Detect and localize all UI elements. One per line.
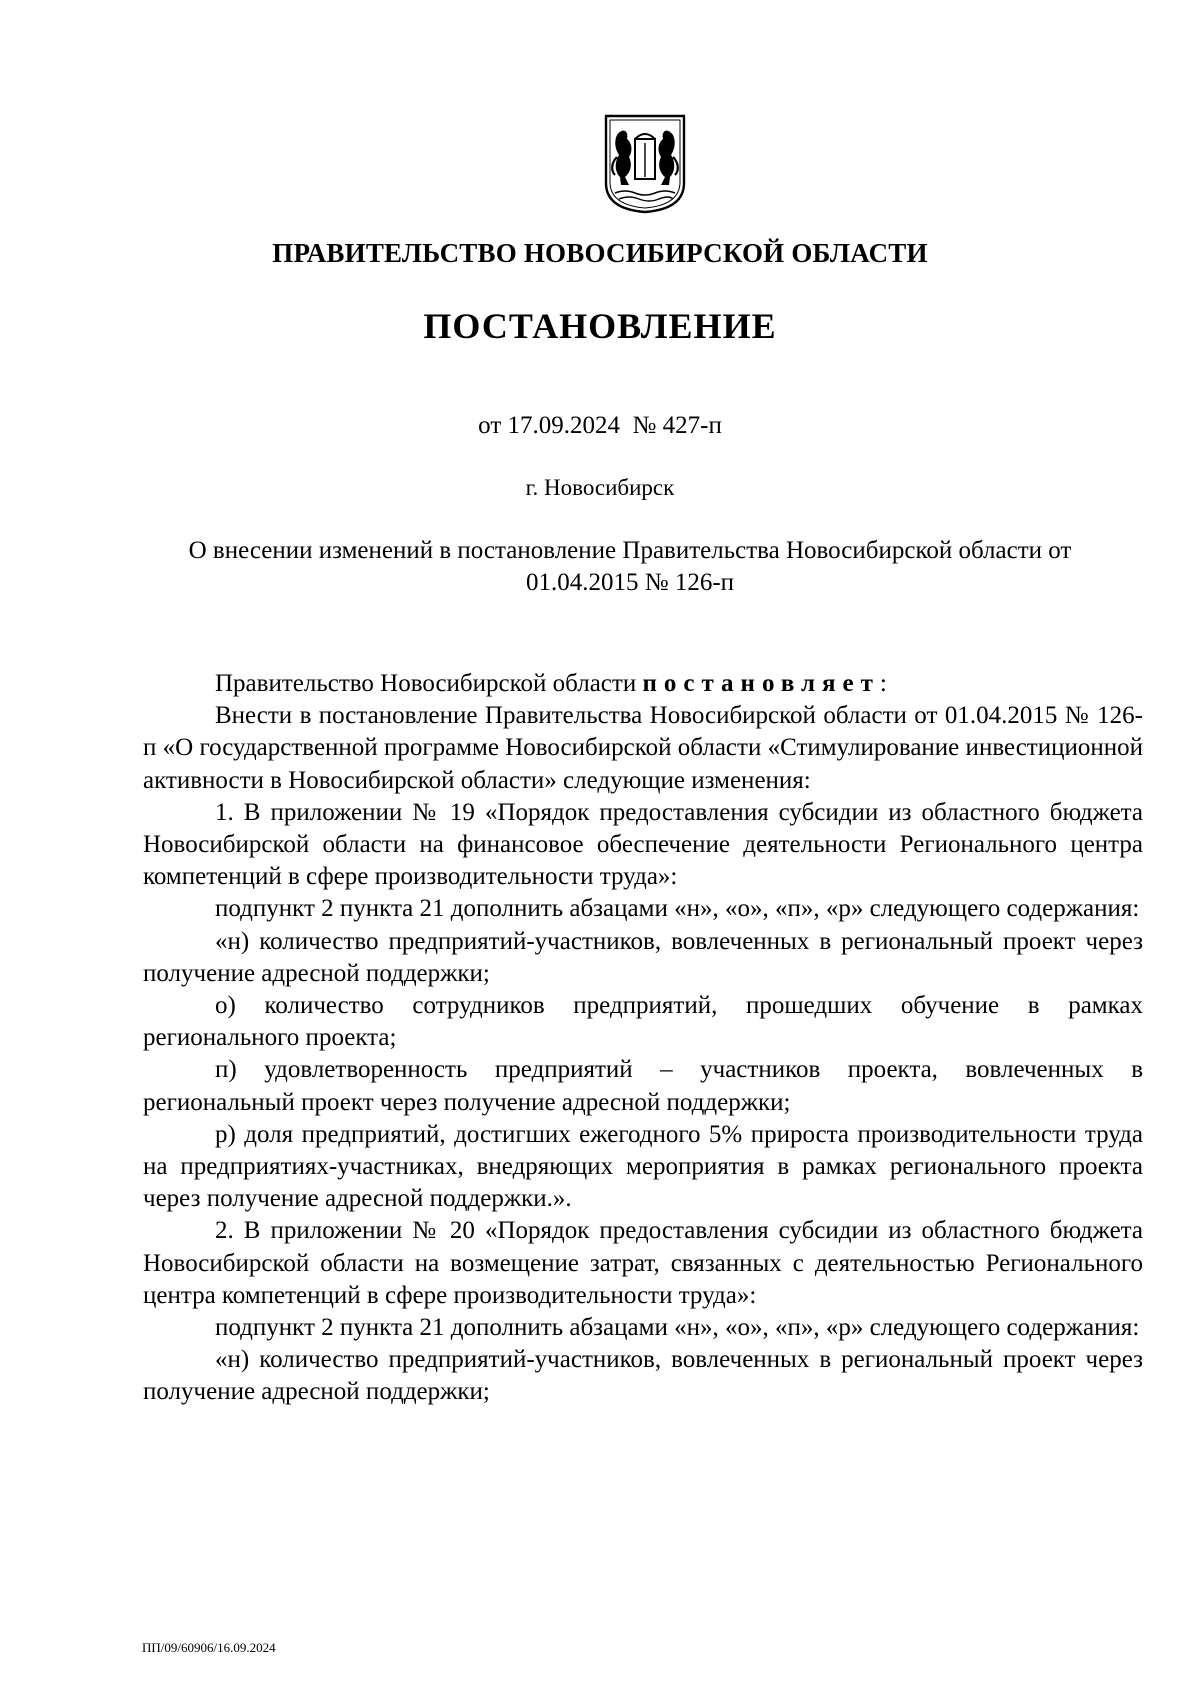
government-name: ПРАВИТЕЛЬСТВО НОВОСИБИРСКОЙ ОБЛАСТИ — [272, 238, 928, 268]
body-paragraph: 1. В приложении № 19 «Порядок предоставления субсидии из областного бюджета Новосибирской области на финансовое обеспечение деятельности Регионального центра компетенций в сфере производительности труда»: — [143, 798, 1143, 891]
body-paragraph: 2. В приложении № 20 «Порядок предоставления субсидии из областного бюджета Новосибирской области на возмещение затрат, связанных с деятельностью Регионального центра компетенций в сфере производительности труда»: — [143, 1217, 1143, 1309]
intro-suffix: : — [879, 670, 887, 697]
body-paragraph: о) количество сотрудников предприятий, прошедших обучение в рамках регионального проекта; — [143, 992, 1143, 1052]
document-city: г. Новосибирск — [525, 475, 675, 500]
intro-decree-word: постановляет — [642, 670, 880, 697]
body-paragraph: «н) количество предприятий-участников, вовлеченных в региональный проект через получение адресной поддержки; — [143, 1346, 1143, 1406]
document-subject: О внесении изменений в постановление Правительства Новосибирской области от 01.04.2015 № 126-п — [188, 537, 1072, 596]
document-type: ПОСТАНОВЛЕНИЕ — [423, 306, 777, 346]
body-paragraph: «н) количество предприятий-участников, вовлеченных в региональный проект через получение адресной поддержки; — [143, 927, 1143, 987]
body-paragraph: Внести в постановление Правительства Новосибирской области от 01.04.2015 № 126-п «О государственной программе Новосибирской области «Стимулирование инвестиционной активности в Новосибирской области» следующие изменения: — [143, 702, 1143, 794]
coat-of-arms-icon — [603, 113, 687, 214]
body-paragraph: п) удовлетворенность предприятий – участников проекта, вовлеченных в региональный проект через получение адресной поддержки; — [143, 1056, 1143, 1116]
intro-paragraph — [143, 668, 1143, 700]
body-paragraph: подпункт 2 пункта 21 дополнить абзацами «н», «о», «п», «р» следующего содержания: — [215, 895, 1140, 923]
body-paragraph: подпункт 2 пункта 21 дополнить абзацами «н», «о», «п», «р» следующего содержания: — [215, 1314, 1140, 1342]
document-body — [143, 668, 1143, 1409]
body-paragraph: р) доля предприятий, достигших ежегодного 5% прироста производительности труда на предприятиях-участниках, внедряющих мероприятия в рамках регионального проекта через получение адресной поддержки.». — [143, 1120, 1143, 1213]
intro-prefix: Правительство Новосибирской области — [215, 670, 643, 697]
document-footer-code: ПП/09/60906/16.09.2024 — [142, 1640, 276, 1655]
document-date-number: от 17.09.2024 № 427-п — [478, 412, 722, 439]
